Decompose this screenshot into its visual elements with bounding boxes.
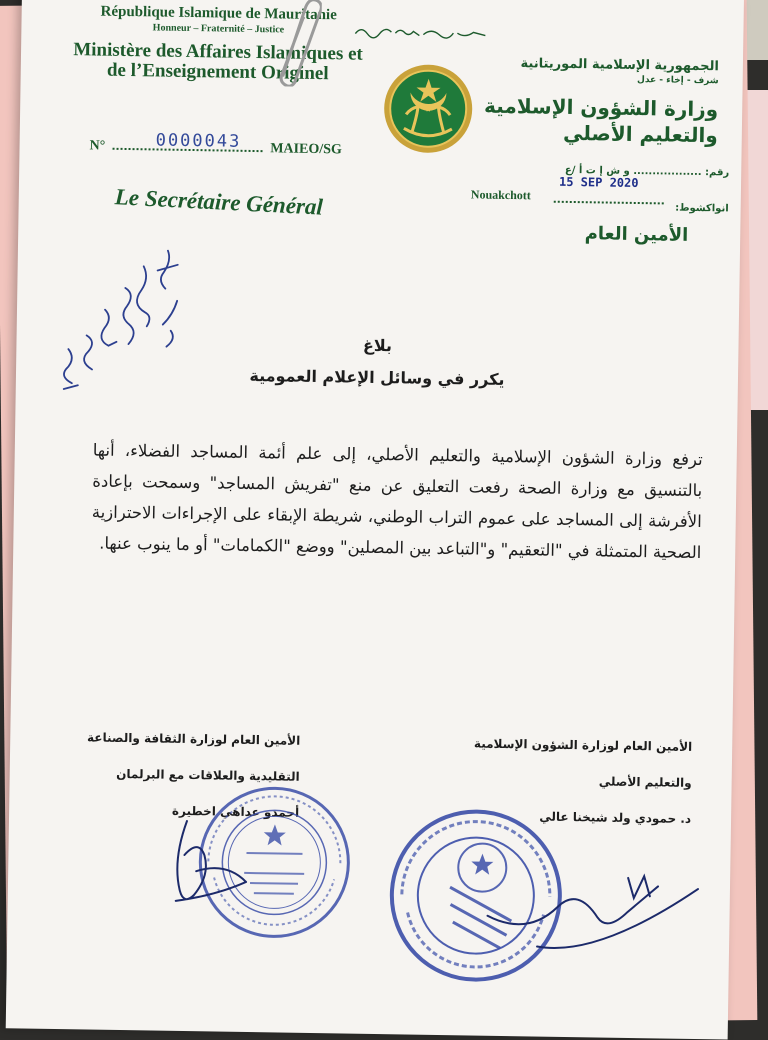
date-dots: [554, 201, 664, 205]
date-stamp: 15 SEP 2020: [558, 174, 639, 191]
signatory-right-name: د. حمودي ولد شيخنا عالي: [539, 809, 692, 826]
office-title-ar: الأمين العام: [584, 223, 689, 246]
signature-right: [477, 856, 709, 970]
handwritten-margin-note: [45, 239, 198, 411]
country-name-fr: République Islamique de Mauritanie: [100, 3, 337, 24]
signatory-left-title-line1: الأمين العام لوزارة الثقافة والصناعة: [86, 730, 301, 748]
reference-line: [89, 130, 342, 158]
signatory-right-title-line1: الأمين العام لوزارة الشؤون الإسلامية: [473, 736, 693, 754]
reference-label-ar: رقم: .................. و ش إ ت أ /ع: [564, 164, 730, 179]
national-motto-ar: شرف - إخاء - عدل: [636, 75, 719, 87]
letterhead-ar: [458, 55, 719, 148]
notice-body: ترفع وزارة الشؤون الإسلامية والتعليم الأصلي، إلى علم أئمة المساجد الفضلاء، أنها بالتنسيق مع وزارة الصحة رفعت التعليق عن منع "تفريش المساجد" وسمحت بإعادة الأفرشة إلى المساجد على عموم التراب الوطني، شريطة الإبقاء على الإجراءات الاحترازية الصحية المتمثلة في "التعقيم" و"التباعد بين المصلين" ووضع "الكمامات" أو ما ينوب عنها.: [91, 440, 703, 563]
notice-title: بلاغ: [362, 335, 393, 356]
reference-number: 0000043: [155, 130, 242, 152]
reference-suffix: MAIEO/SG: [270, 141, 342, 158]
city-fr: Nouakchott: [470, 187, 531, 203]
signatory-right-title-line2: والتعليم الأصلي: [598, 774, 692, 790]
notice-subtitle: يكرر في وسائل الإعلام العمومية: [249, 365, 505, 389]
paper-clip: [265, 0, 322, 87]
ministry-name-fr: Ministère des Affaires Islamiques et de l’Enseignement Originel: [73, 39, 363, 85]
signature-left: [155, 811, 267, 923]
city-ar: انواكشوط:: [675, 202, 729, 215]
date-block: [469, 163, 730, 217]
national-motto-fr: Honneur – Fraternité – Justice: [152, 22, 285, 36]
basmala-calligraphy: [351, 24, 491, 42]
letter-page: [6, 0, 744, 1040]
country-name-ar: الجمهورية الإسلامية الموريتانية: [520, 56, 720, 75]
office-title-fr: Le Secrétaire Général: [114, 184, 324, 220]
reference-label: N°: [89, 138, 106, 154]
signatory-left-name: أحمدو عداهي اخطيرة: [171, 803, 300, 820]
ministry-name-ar: وزارة الشؤون الإسلامية والتعليم الأصلي: [483, 93, 719, 148]
signatory-left-title-line2: التقليدية والعلاقات مع البرلمان: [116, 766, 300, 784]
